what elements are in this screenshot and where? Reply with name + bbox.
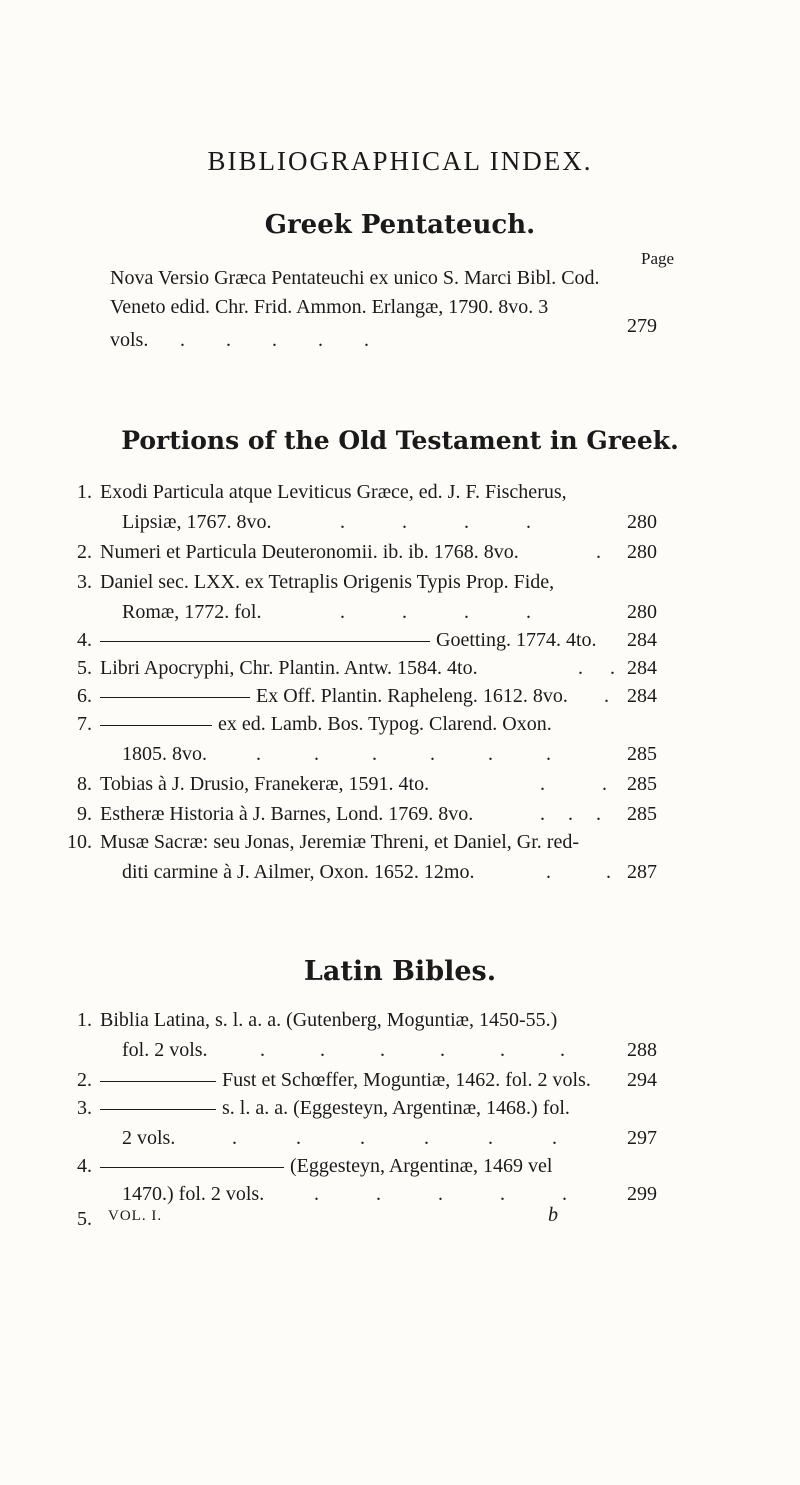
page-number: 287 — [627, 861, 657, 883]
entry-number: 4. — [77, 1155, 92, 1177]
entry-line: Estheræ Historia à J. Barnes, Lond. 1769. 8vo. — [100, 803, 474, 825]
page-number: 280 — [627, 541, 657, 563]
page-number: 299 — [627, 1183, 657, 1205]
entry-line: diti carmine à J. Ailmer, Oxon. 1652. 12mo. — [122, 861, 475, 883]
entry-number: 2. — [77, 1069, 92, 1091]
page-number: 297 — [627, 1127, 657, 1149]
leader-dots: . . . . . . — [260, 1039, 565, 1061]
entry-line: Exodi Particula atque Leviticus Græce, ed. J. F. Fischerus, — [100, 481, 567, 503]
section-title-greek-pentateuch: Greek Pentateuch. — [264, 210, 536, 240]
entry-number: 6. — [77, 685, 92, 707]
entry-line: Tobias à J. Drusio, Franekeræ, 1591. 4to. — [100, 773, 430, 795]
page-number: 284 — [627, 657, 657, 679]
page-number: 285 — [627, 743, 657, 765]
entry-text: s. l. a. a. (Eggesteyn, Argentinæ, 1468.) fol. — [222, 1097, 570, 1119]
leader-dots: . . . . . . — [256, 743, 551, 765]
entry-text: Ex Off. Plantin. Rapheleng. 1612. 8vo. — [256, 685, 568, 707]
entry-number: 3. — [77, 571, 92, 593]
leader-dots: . . . . . — [314, 1183, 567, 1205]
leader-dots: . . . — [540, 803, 601, 825]
page-number: 285 — [627, 803, 657, 825]
signature-mark: b — [548, 1204, 558, 1226]
entry-text: Goetting. 1774. 4to. — [436, 629, 597, 651]
leader-dots: . . — [540, 773, 607, 795]
entry-number: 8. — [77, 773, 92, 795]
running-head: BIBLIOGRAPHICAL INDEX. — [207, 146, 593, 176]
section-title-latin-bibles: Latin Bibles. — [303, 956, 497, 987]
entry-text: ex ed. Lamb. Bos. Typog. Clarend. Oxon. — [218, 713, 552, 735]
entry-line: Romæ, 1772. fol. — [122, 601, 262, 623]
entry-number: 2. — [77, 541, 92, 563]
entry-line: Daniel sec. LXX. ex Tetraplis Origenis Typis Prop. Fide, — [100, 571, 555, 593]
page-number: 279 — [627, 315, 657, 337]
leader-dots: . . . . . — [180, 329, 369, 351]
entry-line: Nova Versio Græca Pentateuchi ex unico S. Marci Bibl. Cod. — [110, 267, 600, 289]
entry-line: 2 vols. — [122, 1127, 176, 1149]
page-number: 284 — [627, 629, 657, 651]
entry-line: vols. — [110, 329, 149, 351]
entry-number: 5. — [77, 657, 92, 679]
entry-text: (Eggesteyn, Argentinæ, 1469 vel — [290, 1155, 553, 1177]
page-column-label: Page — [641, 249, 675, 268]
entry-number: 9. — [77, 803, 92, 825]
entry-line: fol. 2 vols. — [122, 1039, 208, 1061]
leader-dots: . . . . — [340, 511, 531, 533]
entry-number: 5. — [77, 1208, 92, 1230]
entry-line: Libri Apocryphi, Chr. Plantin. Antw. 1584. 4to. — [100, 657, 478, 679]
section-title-old-testament-greek: Portions of the Old Testament in Greek. — [121, 426, 679, 455]
leader-dots: . . . . — [340, 601, 531, 623]
entry-number: 3. — [77, 1097, 92, 1119]
page-number: 284 — [627, 685, 657, 707]
page-number: 288 — [627, 1039, 657, 1061]
leader-dots: . . — [578, 657, 615, 679]
entry-line: Musæ Sacræ: seu Jonas, Jeremiæ Threni, et Daniel, Gr. red- — [100, 831, 579, 853]
leader-dots: . . . . . . — [232, 1127, 557, 1149]
page-number: 294 — [627, 1069, 657, 1091]
entry-number: 4. — [77, 629, 92, 651]
entry-number: 1. — [77, 1009, 92, 1031]
page-number: 280 — [627, 601, 657, 623]
entry-number: 10. — [67, 831, 92, 853]
entry-line: Numeri et Particula Deuteronomii. ib. ib. 1768. 8vo. — [100, 541, 519, 563]
entry-text: Fust et Schœffer, Moguntiæ, 1462. fol. 2 vols. — [222, 1069, 591, 1091]
entry-line: Biblia Latina, s. l. a. a. (Gutenberg, Moguntiæ, 1450-55.) — [100, 1009, 558, 1031]
entry-line: Veneto edid. Chr. Frid. Ammon. Erlangæ, 1790. 8vo. 3 — [110, 296, 549, 318]
page-number: 285 — [627, 773, 657, 795]
leader-dots: . . — [546, 861, 611, 883]
page-number: 280 — [627, 511, 657, 533]
entry-line: 1805. 8vo. — [122, 743, 207, 765]
entry-number: 7. — [77, 713, 92, 735]
entry-line: Lipsiæ, 1767. 8vo. — [122, 511, 272, 533]
leader-dots: . — [604, 685, 609, 707]
entry-line: 1470.) fol. 2 vols. — [122, 1183, 265, 1205]
entry-number: 1. — [77, 481, 92, 503]
leader-dots: . — [596, 541, 601, 563]
volume-label: VOL. I. — [108, 1208, 163, 1224]
